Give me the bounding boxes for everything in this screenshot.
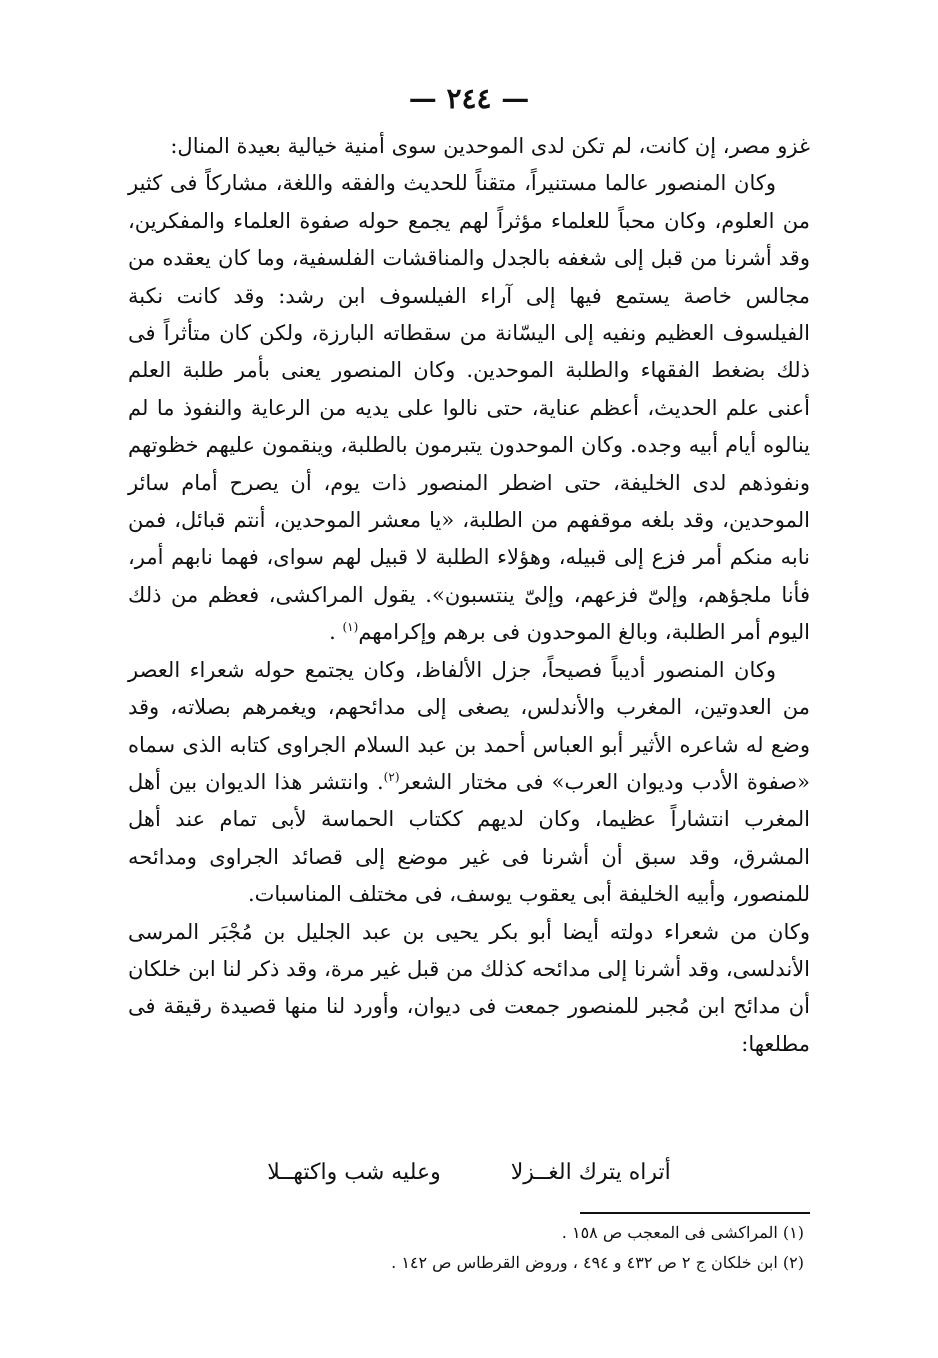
footnote-divider <box>580 1212 810 1214</box>
footnote-2: (٢) ابن خلكان ج ٢ ص ٤٣٢ و ٤٩٤ ، وروض القرطاس ص ١٤٢ . <box>391 1253 804 1272</box>
main-text <box>128 128 810 1063</box>
paragraph-2 <box>128 165 810 651</box>
paragraph-3-text-a: وكان المنصور أديباً فصيحاً، جزل الألفاظ، وكان يجتمع حوله شعراء العصر من العدوتين، المغرب والأندلس، يصغى إلى مدائحهم، ويغمرهم بصلاته، وقد وضع له شاعره الأثير أبو العباس أحمد بن عبد السلام الجراوى كتابه الذى سماه «صفوة الأدب وديوان العرب» فى مختار الشعر <box>128 657 810 794</box>
paragraph-2-text: وكان المنصور عالما مستنيراً، متقناً للحديث والفقه واللغة، مشاركاً فى كثير من العلوم، وكان محباً للعلماء مؤثراً لهم يجمع حوله صفوة العلماء والمفكرين، وقد أشرنا من قبل إلى شغفه بالجدل والمناقشات الفلسفية، وما كان يعقده من مجالس خاصة يستمع فيها إلى آراء الفيلسوف ابن رشد: وقد كانت نكبة الفيلسوف العظيم ونفيه إلى اليسّانة من سقطاته البارزة، ولكن كان متأثراً فى ذلك بضغط الفقهاء والطلبة الموحدين. وكان المنصور يعنى بأمر طلبة العلم أعنى علم الحديث، أعظم عناية، حتى نالوا على يديه من الرعاية والنفوذ ما لم ينالوه أيام أبيه وجده. وكان الموحدون يتبرمون بالطلبة، وينقمون عليهم خظوتهم ونفوذهم لدى الخليفة، حتى اضطر المنصور ذات يوم، أن يصرح أمام سائر الموحدين، وقد بلغه موقفهم من الطلبة، «يا معشر الموحدين، أنتم قبائل، فمن نابه منكم أمر فزع إلى قبيله، وهؤلاء الطلبة لا قبيل لهم سواى، فهما نابهم أمر، فأنا ملجؤهم، وإلىّ فزعهم، وإلىّ ينتسبون». يقول المراكشى، فعظم من ذلك اليوم أمر الطلبة، وبالغ الموحدون فى برهم وإكرامهم <box>128 171 811 645</box>
footnote-ref-2: (٢) <box>383 769 400 784</box>
poem-verse <box>150 1160 788 1185</box>
paragraph-3-text-b: . وانتشر هذا الديوان بين أهل المغرب انتشاراً عظيما، وكان لديهم ككتاب الحماسة لأبى تمام عند أهل المشرق، وقد سبق أن أشرنا فى غير موضع إلى قصائد الجراوى ومدائحه للمنصور، وأبيه الخليفة أبى يعقوب يوسف، فى مختلف المناسبات. <box>128 769 810 907</box>
page-number: — ٢٤٤ — <box>408 82 530 115</box>
paragraph-4: وكان من شعراء دولته أيضا أبو بكر يحيى بن عبد الجليل بن مُجْبَر المرسى الأندلسى، وقد أشرنا إلى مدائحه كذلك من قبل غير مرة، وقد ذكر لنا ابن خلكان أن مدائح ابن مُجبر للمنصور جمعت فى ديوان، وأورد لنا منها قصيدة رقيقة فى مطلعها: <box>128 919 810 1056</box>
footnote-1: (١) المراكشى فى المعجب ص ١٥٨ . <box>561 1223 804 1242</box>
verse-first-hemistich: أتراه يترك الغــزلا <box>510 1160 671 1185</box>
paragraph-2-end: . <box>329 620 336 645</box>
paragraph-1: غزو مصر، إن كانت، لم تكن لدى الموحدين سوى أمنية خيالية بعيدة المنال: <box>170 134 810 158</box>
paragraph-3 <box>128 652 810 914</box>
footnotes <box>128 1218 810 1278</box>
footnote-ref-1: (١) <box>342 620 359 635</box>
verse-second-hemistich: وعليه شب واكتهــلا <box>267 1160 441 1185</box>
